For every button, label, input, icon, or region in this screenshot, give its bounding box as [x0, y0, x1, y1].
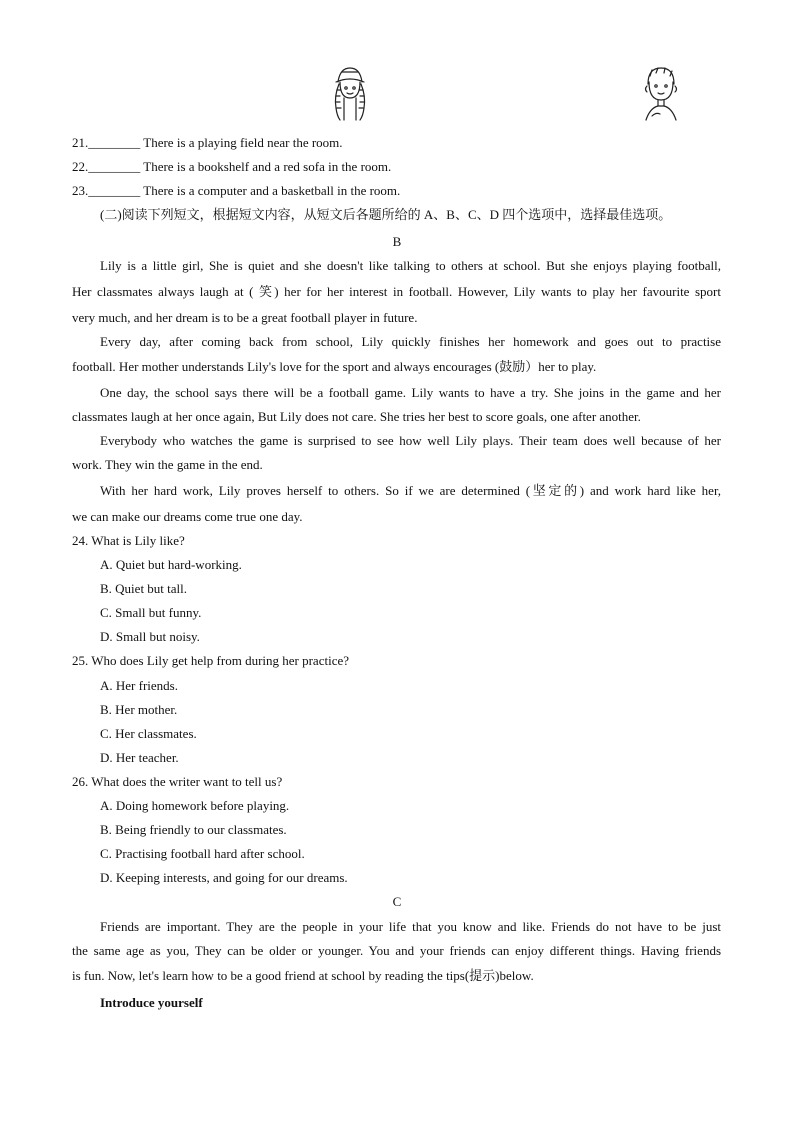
- subheading: Introduce yourself: [100, 995, 203, 1010]
- passage-c-line: is fun. Now, let's learn how to be a good friend at school by reading the tips(提示)below.: [72, 968, 534, 983]
- passage-c-label: C: [392, 894, 402, 909]
- answer-option: B. Her mother.: [100, 702, 178, 717]
- passage-b-line: With her hard work, Lily proves herself to others. So if we are determined (坚定的) and work hard like her,: [100, 483, 721, 498]
- answer-blank: ________: [88, 159, 141, 174]
- question-stem: 26. What does the writer want to tell us?: [72, 774, 283, 789]
- answer-option: A. Her friends.: [100, 678, 178, 693]
- statement-23: [72, 183, 400, 199]
- answer-option: D. Her teacher.: [100, 750, 179, 765]
- statement-text: There is a bookshelf and a red sofa in the room.: [143, 159, 392, 174]
- section-instruction: (二)阅读下列短文，根据短文内容，从短文后各题所给的 A、B、C、D 四个选项中，选择最佳选项。: [100, 207, 672, 222]
- answer-option: A. Doing homework before playing.: [100, 798, 290, 813]
- answer-option: A. Quiet but hard-working.: [100, 557, 242, 572]
- statement-text: There is a playing field near the room.: [143, 135, 343, 150]
- answer-option: B. Quiet but tall.: [100, 581, 188, 596]
- boy-drawing-icon: [638, 64, 684, 122]
- answer-option: C. Small but funny.: [100, 605, 202, 620]
- answer-option: B. Being friendly to our classmates.: [100, 822, 287, 837]
- passage-b-line: football. Her mother understands Lily's love for the sport and always encourages (鼓励）her to play.: [72, 359, 597, 374]
- answer-option: C. Her classmates.: [100, 726, 197, 741]
- passage-b-line: Every day, after coming back from school, Lily quickly finishes her homework and goes out to practise: [100, 334, 721, 349]
- passage-b-line: One day, the school says there will be a football game. Lily wants to have a try. She joins in the game and her: [100, 385, 721, 400]
- passage-c-line: Friends are important. They are the people in your life that you know and like. Friends do not have to be just: [100, 919, 721, 934]
- answer-option: D. Small but noisy.: [100, 629, 200, 644]
- passage-b-line: very much, and her dream is to be a great football player in future.: [72, 310, 418, 325]
- statement-22: [72, 159, 391, 175]
- passage-c-line: the same age as you, They can be older or younger. You and your friends can enjoy different things. Having friends: [72, 943, 721, 958]
- passage-b-line: classmates laugh at her once again, But Lily does not care. She tries her best to score goals, one after another.: [72, 409, 641, 424]
- passage-b-label: B: [392, 234, 402, 249]
- statement-number: 23.: [72, 183, 89, 198]
- statement-number: 21.: [72, 135, 89, 150]
- answer-option: D. Keeping interests, and going for our dreams.: [100, 870, 348, 885]
- statement-text: There is a computer and a basketball in the room.: [143, 183, 401, 198]
- passage-b-line: Lily is a little girl, She is quiet and she doesn't like talking to others at school. But she enjoys playing football,: [100, 258, 721, 273]
- answer-blank: ________: [88, 183, 141, 198]
- girl-drawing-icon: [328, 64, 372, 122]
- passage-b-line: Everybody who watches the game is surprised to see how well Lily plays. Their team does well because of her: [100, 433, 721, 448]
- statement-number: 22.: [72, 159, 89, 174]
- passage-b-line: we can make our dreams come true one day.: [72, 509, 303, 524]
- question-stem: 24. What is Lily like?: [72, 533, 185, 548]
- answer-blank: ________: [88, 135, 141, 150]
- passage-b-line: Her classmates always laugh at ( 笑) her for her interest in football. However, Lily wants to play her favourite sport: [72, 284, 721, 299]
- passage-b-line: work. They win the game in the end.: [72, 457, 263, 472]
- statement-21: [72, 135, 343, 151]
- answer-option: C. Practising football hard after school.: [100, 846, 305, 861]
- question-stem: 25. Who does Lily get help from during her practice?: [72, 653, 350, 668]
